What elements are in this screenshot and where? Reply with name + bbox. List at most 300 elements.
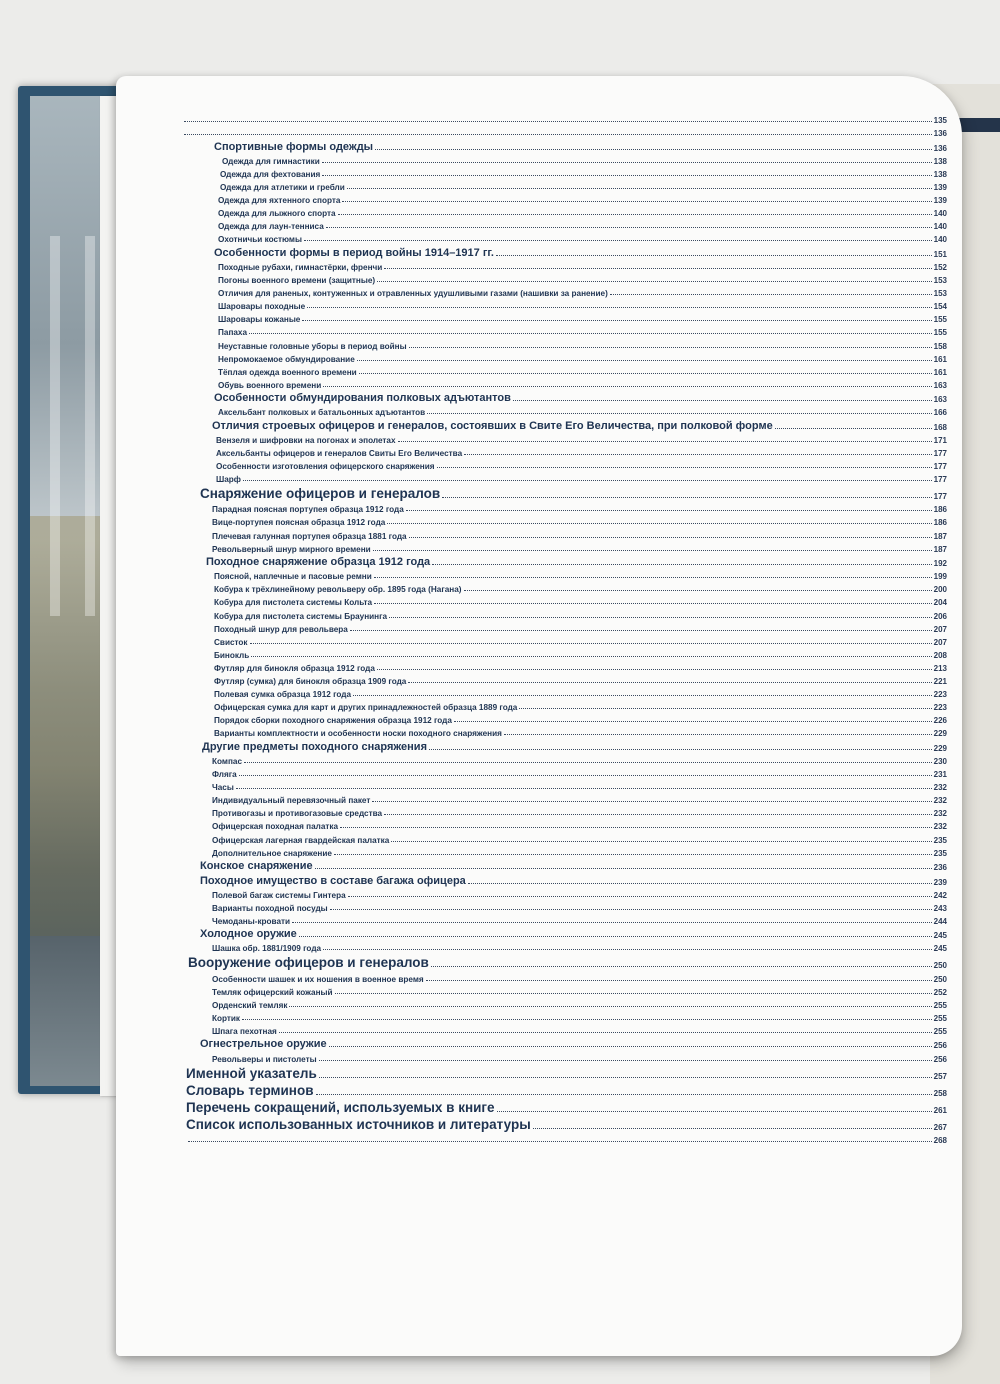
- dot-leader: [289, 1006, 931, 1007]
- dot-leader: [533, 1128, 932, 1129]
- toc-entry-title: Офицерская походная палатка: [212, 822, 339, 832]
- table-of-contents: [182, 112, 947, 1145]
- toc-entry-page: 186: [933, 505, 947, 515]
- dot-leader: [322, 162, 932, 163]
- toc-entry-title: Спортивные формы одежды: [214, 140, 374, 153]
- dot-leader: [437, 467, 932, 468]
- toc-entry-page: 245: [933, 931, 947, 941]
- toc-entry: [182, 568, 947, 581]
- dot-leader: [335, 993, 932, 994]
- toc-entry: [182, 845, 947, 858]
- toc-entry-title: Шпага пехотная: [212, 1026, 277, 1036]
- toc-entry-title: Футляр (сумка) для бинокля образца 1909 года: [214, 676, 407, 686]
- toc-entry-title: Одежда для лаун-тенниса: [218, 222, 324, 232]
- toc-entry-title: Походное снаряжение образца 1912 года: [206, 556, 431, 569]
- dot-leader: [326, 227, 932, 228]
- toc-entry: [182, 484, 947, 501]
- toc-entry-page: 245: [933, 944, 947, 954]
- dot-leader: [377, 281, 932, 282]
- toc-entry-page: 177: [933, 475, 947, 485]
- toc-entry-title: Походное имущество в составе багажа офицера: [200, 874, 466, 887]
- toc-entry-title: Варианты походной посуды: [212, 903, 328, 913]
- toc-entry-page: 139: [933, 182, 947, 192]
- dot-leader: [513, 400, 932, 401]
- toc-entry-title: Аксельбанты офицеров и генералов Свиты Его Величества: [216, 449, 463, 459]
- dot-leader: [350, 630, 932, 631]
- toc-entry-page: 199: [933, 572, 947, 582]
- toc-entry-page: 235: [933, 835, 947, 845]
- toc-entry-title: Отличия для раненых, контуженных и отравленных удушливыми газами (нашивки за ранение): [218, 289, 608, 299]
- toc-entry-page: 226: [933, 716, 947, 726]
- dot-leader: [184, 121, 932, 122]
- dot-leader: [244, 762, 932, 763]
- toc-entry: [182, 112, 947, 125]
- toc-entry-page: 206: [933, 611, 947, 621]
- toc-entry-page: 232: [933, 783, 947, 793]
- toc-entry-title: Револьверы и пистолеты: [212, 1054, 317, 1064]
- toc-entry-page: 177: [933, 492, 947, 502]
- toc-entry: [182, 725, 947, 738]
- toc-entry-page: 158: [933, 341, 947, 351]
- dot-leader: [249, 333, 932, 334]
- dot-leader: [406, 510, 932, 511]
- toc-entry-title: Походный шнур для револьвера: [214, 624, 348, 634]
- toc-entry-title: Особенности изготовления офицерского снаряжения: [216, 462, 435, 472]
- dot-leader: [373, 550, 932, 551]
- dot-leader: [338, 214, 932, 215]
- toc-entry: [182, 311, 947, 324]
- toc-entry-title: Футляр для бинокля образца 1912 года: [214, 663, 375, 673]
- dot-leader: [302, 320, 931, 321]
- toc-entry: [182, 818, 947, 831]
- toc-entry-title: Конское снаряжение: [200, 860, 313, 873]
- toc-entry: [182, 244, 947, 259]
- toc-entry-page: 250: [933, 961, 947, 971]
- toc-entry-page: 261: [933, 1105, 947, 1115]
- toc-entry-page: 229: [933, 743, 947, 753]
- toc-entry-title: Кортик: [212, 1013, 241, 1023]
- toc-entry: [182, 831, 947, 844]
- dot-leader: [322, 175, 931, 176]
- toc-entry: [182, 872, 947, 887]
- dot-leader: [409, 347, 932, 348]
- toc-entry-page: 229: [933, 729, 947, 739]
- toc-entry-title: Поясной, наплечные и пасовые ремни: [214, 572, 372, 582]
- toc-entry-title: Офицерская лагерная гвардейская палатка: [212, 835, 390, 845]
- toc-entry-title: Словарь терминов: [186, 1082, 314, 1098]
- toc-entry: [182, 753, 947, 766]
- toc-entry-page: 208: [933, 650, 947, 660]
- toc-entry: [182, 594, 947, 607]
- toc-entry: [182, 432, 947, 445]
- toc-entry: [182, 984, 947, 997]
- dot-leader: [497, 1111, 932, 1112]
- dot-leader: [519, 708, 931, 709]
- toc-entry: [182, 351, 947, 364]
- dot-leader: [610, 294, 932, 295]
- dot-leader: [242, 1019, 932, 1020]
- toc-entry: [182, 218, 947, 231]
- toc-entry: [182, 858, 947, 873]
- toc-entry-page: 154: [933, 302, 947, 312]
- dot-leader: [775, 428, 932, 429]
- toc-entry-title: Порядок сборки походного снаряжения образца 1912 года: [214, 716, 452, 726]
- toc-entry: [182, 166, 947, 179]
- toc-entry-title: Особенности формы в период войны 1914–1917 гг.: [214, 246, 494, 259]
- toc-entry: [182, 417, 947, 432]
- toc-entry: [182, 738, 947, 753]
- toc-entry: [182, 1023, 947, 1036]
- toc-entry-title: Полевая сумка образца 1912 года: [214, 690, 352, 700]
- dot-leader: [299, 936, 932, 937]
- toc-entry: [182, 766, 947, 779]
- toc-entry-title: Перечень сокращений, используемых в книге: [186, 1099, 495, 1115]
- toc-entry: [182, 792, 947, 805]
- toc-entry-page: 140: [933, 222, 947, 232]
- dot-leader: [442, 497, 931, 498]
- toc-entry: [182, 1132, 947, 1145]
- dot-leader: [236, 788, 932, 789]
- toc-entry-title: Другие предметы походного снаряжения: [202, 740, 427, 753]
- toc-entry-page: 140: [933, 209, 947, 219]
- toc-entry-page: 223: [933, 703, 947, 713]
- toc-entry-page: 268: [933, 1135, 947, 1145]
- toc-entry-page: 257: [933, 1071, 947, 1081]
- dot-leader: [329, 1046, 932, 1047]
- toc-entry-page: 153: [933, 289, 947, 299]
- toc-entry-title: Кобура для пистолета системы Браунинга: [214, 611, 388, 621]
- toc-entry: [182, 527, 947, 540]
- dot-leader: [374, 603, 932, 604]
- dot-leader: [504, 734, 932, 735]
- toc-entry-page: 223: [933, 690, 947, 700]
- toc-entry-title: Кобура к трёхлинейному револьверу обр. 1895 года (Нагана): [214, 585, 462, 595]
- toc-entry-title: Орденский темляк: [212, 1000, 288, 1010]
- dot-leader: [340, 827, 932, 828]
- toc-entry-page: 136: [933, 129, 947, 139]
- dot-leader: [454, 721, 932, 722]
- dot-leader: [319, 1077, 932, 1078]
- dot-leader: [347, 188, 932, 189]
- toc-entry-page: 255: [933, 1000, 947, 1010]
- toc-entry-title: Плечевая галунная портупея образца 1881 года: [212, 531, 407, 541]
- toc-entry-page: 231: [933, 770, 947, 780]
- toc-entry-title: Холодное оружие: [200, 928, 297, 941]
- toc-entry-page: 258: [933, 1088, 947, 1098]
- dot-leader: [353, 695, 932, 696]
- dot-leader: [316, 1094, 932, 1095]
- toc-entry: [182, 554, 947, 569]
- toc-entry-page: 192: [933, 559, 947, 569]
- toc-entry-title: Охотничьи костюмы: [218, 235, 302, 245]
- dot-leader: [431, 966, 932, 967]
- dot-leader: [398, 441, 932, 442]
- dot-leader: [315, 868, 932, 869]
- toc-entry: [182, 953, 947, 970]
- toc-entry-title: Свисток: [214, 637, 248, 647]
- toc-entry-page: 230: [933, 756, 947, 766]
- dot-leader: [375, 149, 932, 150]
- toc-entry-title: Парадная поясная портупея образца 1912 года: [212, 505, 404, 515]
- dot-leader: [374, 577, 932, 578]
- dot-leader: [372, 801, 931, 802]
- toc-entry-title: Одежда для лыжного спорта: [218, 209, 336, 219]
- toc-entry-page: 171: [933, 435, 947, 445]
- toc-entry-title: Полевой багаж системы Гинтера: [212, 890, 346, 900]
- toc-entry-title: Шашка обр. 1881/1909 года: [212, 944, 322, 954]
- toc-entry-page: 232: [933, 822, 947, 832]
- toc-entry-page: 200: [933, 585, 947, 595]
- toc-entry-title: Шаровары походные: [218, 302, 306, 312]
- toc-entry-title: Кобура для пистолета системы Кольта: [214, 598, 373, 608]
- dot-leader: [188, 1141, 932, 1142]
- toc-entry-title: Фляга: [212, 770, 237, 780]
- toc-entry-page: 161: [933, 354, 947, 364]
- toc-entry: [182, 125, 947, 138]
- toc-entry-page: 232: [933, 809, 947, 819]
- toc-entry-title: Погоны военного времени (защитные): [218, 276, 376, 286]
- dot-leader: [239, 775, 932, 776]
- toc-entry-title: Снаряжение офицеров и генералов: [200, 486, 441, 502]
- dot-leader: [184, 134, 932, 135]
- toc-entry-page: 163: [933, 395, 947, 405]
- toc-entry-page: 153: [933, 276, 947, 286]
- toc-entry-page: 163: [933, 380, 947, 390]
- toc-entry-page: 186: [933, 518, 947, 528]
- toc-entry: [182, 541, 947, 554]
- toc-entry: [182, 337, 947, 350]
- toc-entry-page: 204: [933, 598, 947, 608]
- toc-entry: [182, 1098, 947, 1115]
- toc-entry: [182, 1064, 947, 1081]
- toc-entry-title: Папаха: [218, 328, 248, 338]
- toc-entry-page: 168: [933, 422, 947, 432]
- dot-leader: [330, 909, 932, 910]
- dot-leader: [348, 896, 932, 897]
- toc-entry-page: 213: [933, 663, 947, 673]
- toc-entry-title: Часы: [212, 783, 234, 793]
- toc-entry: [182, 1081, 947, 1098]
- toc-entry-page: 135: [933, 116, 947, 126]
- dot-leader: [496, 255, 932, 256]
- toc-entry-page: 252: [933, 987, 947, 997]
- toc-entry-title: Одежда для атлетики и гребли: [220, 182, 345, 192]
- dot-leader: [342, 201, 931, 202]
- toc-entry-page: 140: [933, 235, 947, 245]
- dot-leader: [384, 814, 932, 815]
- toc-entry: [182, 712, 947, 725]
- toc-entry: [182, 607, 947, 620]
- dot-leader: [279, 1032, 932, 1033]
- toc-entry: [182, 1115, 947, 1132]
- dot-leader: [387, 523, 931, 524]
- toc-entry-title: Неуставные головные уборы в период войны: [218, 341, 407, 351]
- toc-entry-title: Дополнительное снаряжение: [212, 848, 332, 858]
- toc-entry-title: Компас: [212, 756, 242, 766]
- toc-entry: [182, 1036, 947, 1051]
- toc-entry-title: Варианты комплектности и особенности носки походного снаряжения: [214, 729, 502, 739]
- dot-leader: [427, 413, 931, 414]
- toc-entry-title: Именной указатель: [186, 1065, 317, 1081]
- toc-entry: [182, 231, 947, 244]
- toc-entry-page: 207: [933, 637, 947, 647]
- toc-entry: [182, 913, 947, 926]
- toc-entry: [182, 621, 947, 634]
- toc-entry: [182, 138, 947, 153]
- toc-entry-page: 151: [933, 249, 947, 259]
- dot-leader: [319, 1060, 932, 1061]
- toc-entry-page: 161: [933, 367, 947, 377]
- toc-entry-title: Отличия строевых офицеров и генералов, состоявших в Свите Его Величества, при полковой форме: [212, 419, 773, 432]
- toc-entry-title: Вензеля и шифровки на погонах и эполетах: [216, 435, 396, 445]
- toc-entry-title: Одежда для яхтенного спорта: [218, 196, 341, 206]
- toc-entry-title: Вооружение офицеров и генералов: [188, 955, 429, 971]
- toc-entry: [182, 514, 947, 527]
- toc-entry-title: Темляк офицерский кожаный: [212, 987, 333, 997]
- toc-entry: [182, 1050, 947, 1063]
- toc-entry-page: 166: [933, 408, 947, 418]
- dot-leader: [377, 669, 932, 670]
- toc-entry: [182, 285, 947, 298]
- toc-entry: [182, 779, 947, 792]
- toc-entry-title: Особенности обмундирования полковых адъютантов: [214, 392, 511, 405]
- toc-entry-page: 187: [933, 531, 947, 541]
- toc-entry-title: Аксельбант полковых и батальонных адъютантов: [218, 408, 426, 418]
- dot-leader: [251, 656, 931, 657]
- toc-entry-title: Чемоданы-кровати: [212, 916, 291, 926]
- toc-entry-title: Офицерская сумка для карт и других принадлежностей образца 1889 года: [214, 703, 518, 713]
- dot-leader: [359, 373, 932, 374]
- toc-entry-page: 155: [933, 315, 947, 325]
- dot-leader: [384, 268, 931, 269]
- dot-leader: [391, 841, 931, 842]
- toc-entry: [182, 153, 947, 166]
- toc-entry-title: Особенности шашек и их ношения в военное время: [212, 974, 424, 984]
- dot-leader: [429, 749, 932, 750]
- dot-leader: [292, 922, 932, 923]
- toc-entry: [182, 377, 947, 390]
- toc-entry-page: 256: [933, 1041, 947, 1051]
- toc-entry: [182, 298, 947, 311]
- toc-entry: [182, 272, 947, 285]
- toc-entry-page: 187: [933, 544, 947, 554]
- toc-entry: [182, 634, 947, 647]
- toc-entry: [182, 259, 947, 272]
- toc-entry-page: 267: [933, 1122, 947, 1132]
- dot-leader: [426, 980, 932, 981]
- toc-entry: [182, 205, 947, 218]
- dot-leader: [323, 386, 931, 387]
- toc-entry-page: 177: [933, 462, 947, 472]
- toc-entry: [182, 1010, 947, 1023]
- toc-entry-title: Шарф: [216, 475, 241, 485]
- toc-entry: [182, 647, 947, 660]
- toc-entry: [182, 997, 947, 1010]
- dot-leader: [307, 307, 931, 308]
- toc-entry: [182, 673, 947, 686]
- toc-entry: [182, 445, 947, 458]
- toc-entry-page: 256: [933, 1054, 947, 1064]
- toc-entry-title: Обувь военного времени: [218, 380, 322, 390]
- toc-entry: [182, 390, 947, 405]
- toc-entry-page: 138: [933, 156, 947, 166]
- toc-entry: [182, 699, 947, 712]
- dot-leader: [389, 617, 932, 618]
- toc-entry: [182, 179, 947, 192]
- toc-entry: [182, 660, 947, 673]
- toc-entry: [182, 501, 947, 514]
- dot-leader: [334, 854, 932, 855]
- toc-entry: [182, 581, 947, 594]
- toc-entry-title: Индивидуальный перевязочный пакет: [212, 796, 371, 806]
- toc-entry-title: Шаровары кожаные: [218, 315, 301, 325]
- toc-entry-page: 236: [933, 863, 947, 873]
- toc-entry-page: 155: [933, 328, 947, 338]
- dot-leader: [468, 883, 932, 884]
- dot-leader: [250, 643, 932, 644]
- toc-entry: [182, 324, 947, 337]
- toc-entry-page: 138: [933, 169, 947, 179]
- dot-leader: [243, 480, 932, 481]
- toc-entry: [182, 404, 947, 417]
- toc-entry: [182, 970, 947, 983]
- toc-entry: [182, 805, 947, 818]
- dot-leader: [357, 360, 932, 361]
- toc-entry-title: Вице-портупея поясная образца 1912 года: [212, 518, 386, 528]
- toc-entry-title: Непромокаемое обмундирование: [218, 354, 355, 364]
- dot-leader: [408, 682, 931, 683]
- toc-entry-page: 239: [933, 877, 947, 887]
- toc-entry-page: 207: [933, 624, 947, 634]
- dot-leader: [464, 454, 932, 455]
- toc-entry-page: 250: [933, 974, 947, 984]
- toc-entry-page: 255: [933, 1013, 947, 1023]
- toc-entry-page: 242: [933, 890, 947, 900]
- dot-leader: [304, 240, 932, 241]
- toc-entry: [182, 364, 947, 377]
- toc-entry: [182, 887, 947, 900]
- toc-entry-page: 232: [933, 796, 947, 806]
- toc-entry-page: 243: [933, 903, 947, 913]
- toc-entry-page: 177: [933, 449, 947, 459]
- toc-entry-title: Одежда для фехтования: [220, 169, 321, 179]
- toc-entry-title: Револьверный шнур мирного времени: [212, 544, 371, 554]
- dot-leader: [432, 564, 931, 565]
- toc-entry-title: Бинокль: [214, 650, 250, 660]
- toc-entry: [182, 900, 947, 913]
- toc-entry: [182, 926, 947, 941]
- toc-entry-title: Одежда для гимнастики: [222, 156, 320, 166]
- toc-entry-title: Список использованных источников и литературы: [186, 1116, 531, 1132]
- toc-entry-title: Противогазы и противогазовые средства: [212, 809, 383, 819]
- dot-leader: [409, 537, 932, 538]
- toc-entry: [182, 940, 947, 953]
- toc-entry: [182, 192, 947, 205]
- toc-entry-page: 152: [933, 262, 947, 272]
- toc-entry: [182, 471, 947, 484]
- toc-entry-page: 235: [933, 848, 947, 858]
- toc-entry: [182, 686, 947, 699]
- dot-leader: [323, 949, 932, 950]
- toc-entry: [182, 458, 947, 471]
- toc-entry-page: 255: [933, 1026, 947, 1036]
- dot-leader: [464, 590, 932, 591]
- toc-entry-title: Огнестрельное оружие: [200, 1038, 327, 1051]
- toc-entry-page: 139: [933, 196, 947, 206]
- toc-entry-page: 244: [933, 916, 947, 926]
- toc-entry-title: Тёплая одежда военного времени: [218, 367, 357, 377]
- toc-entry-page: 221: [933, 676, 947, 686]
